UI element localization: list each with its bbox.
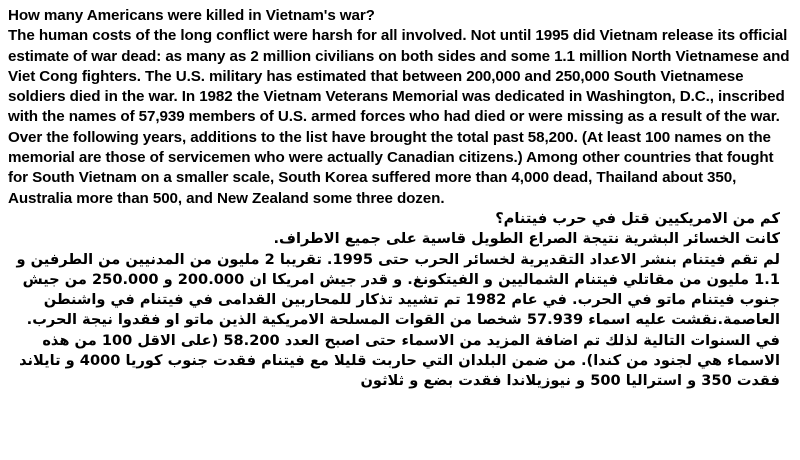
- arabic-body: لم تقم فيتنام بنشر الاعداد التقديرية لخسائر الحرب حتى 1995. تقريبا 2 مليون من المدنيين من الطرفين و 1.1 مليون من مقاتلي فيتنام الشماليين و الفيتكونغ. و قدر جيش امريكا ان 200.000 و 250.000 من جيش جنوب فيتنام ماتو في الحرب. في عام 1982 تم تشييد تذكار للمحاربين القدامى في فيتنام في واشنطن العاصمة.نقشت عليه اسماء 57.939 شخصا من القوات المسلحة الامريكية الذين ماتو او فقدوا نيجة الحرب. في السنوات التالية لذلك تم اضافة المزيد من الاسماء حتى اصبح العدد 58.200 (على الاقل 100 من هذه الاسماء هي لجنود من كندا). من ضمن البلدان التي حاربت قليلا مع فيتنام فقدت جنوب كوريا 4000 و تايلاند فقدت 350 و استراليا 500 و نيوزيلاندا فقدت بضع و ثلاثون: [16, 250, 780, 390]
- english-answer: The human costs of the long conflict were harsh for all involved. Not until 1995 did Vietnam release its official estimate of war dead: as many as 2 million civilians on both sides and some 1.1 million North Vietnamese and Viet Cong fighters. The U.S. military has estimated that between 200,000 and 250,000 South Vietnamese soldiers died in the war. In 1982 the Vietnam Veterans Memorial was dedicated in Washington, D.C., inscribed with the names of 57,939 members of U.S. armed forces who had died or were missing as a result of the war. Over the following years, additions to the list have brought the total past 58,200. (At least 100 names on the memorial are those of servicemen who were actually Canadian citizens.) Among other countries that fought for South Vietnam on a smaller scale, South Korea suffered more than 4,000 dead, Thailand about 350, Australia more than 500, and New Zealand some three dozen.: [8, 27, 790, 207]
- english-section: [8, 6, 792, 209]
- arabic-section: [8, 209, 792, 392]
- arabic-intro: كانت الخسائر البشرية نتيجة الصراع الطويل قاسية على جميع الاطراف.: [273, 230, 780, 248]
- english-question: How many Americans were killed in Vietnam's war?: [8, 7, 375, 24]
- arabic-question: كم من الامريكيين قتل في حرب فيتنام؟: [495, 209, 780, 227]
